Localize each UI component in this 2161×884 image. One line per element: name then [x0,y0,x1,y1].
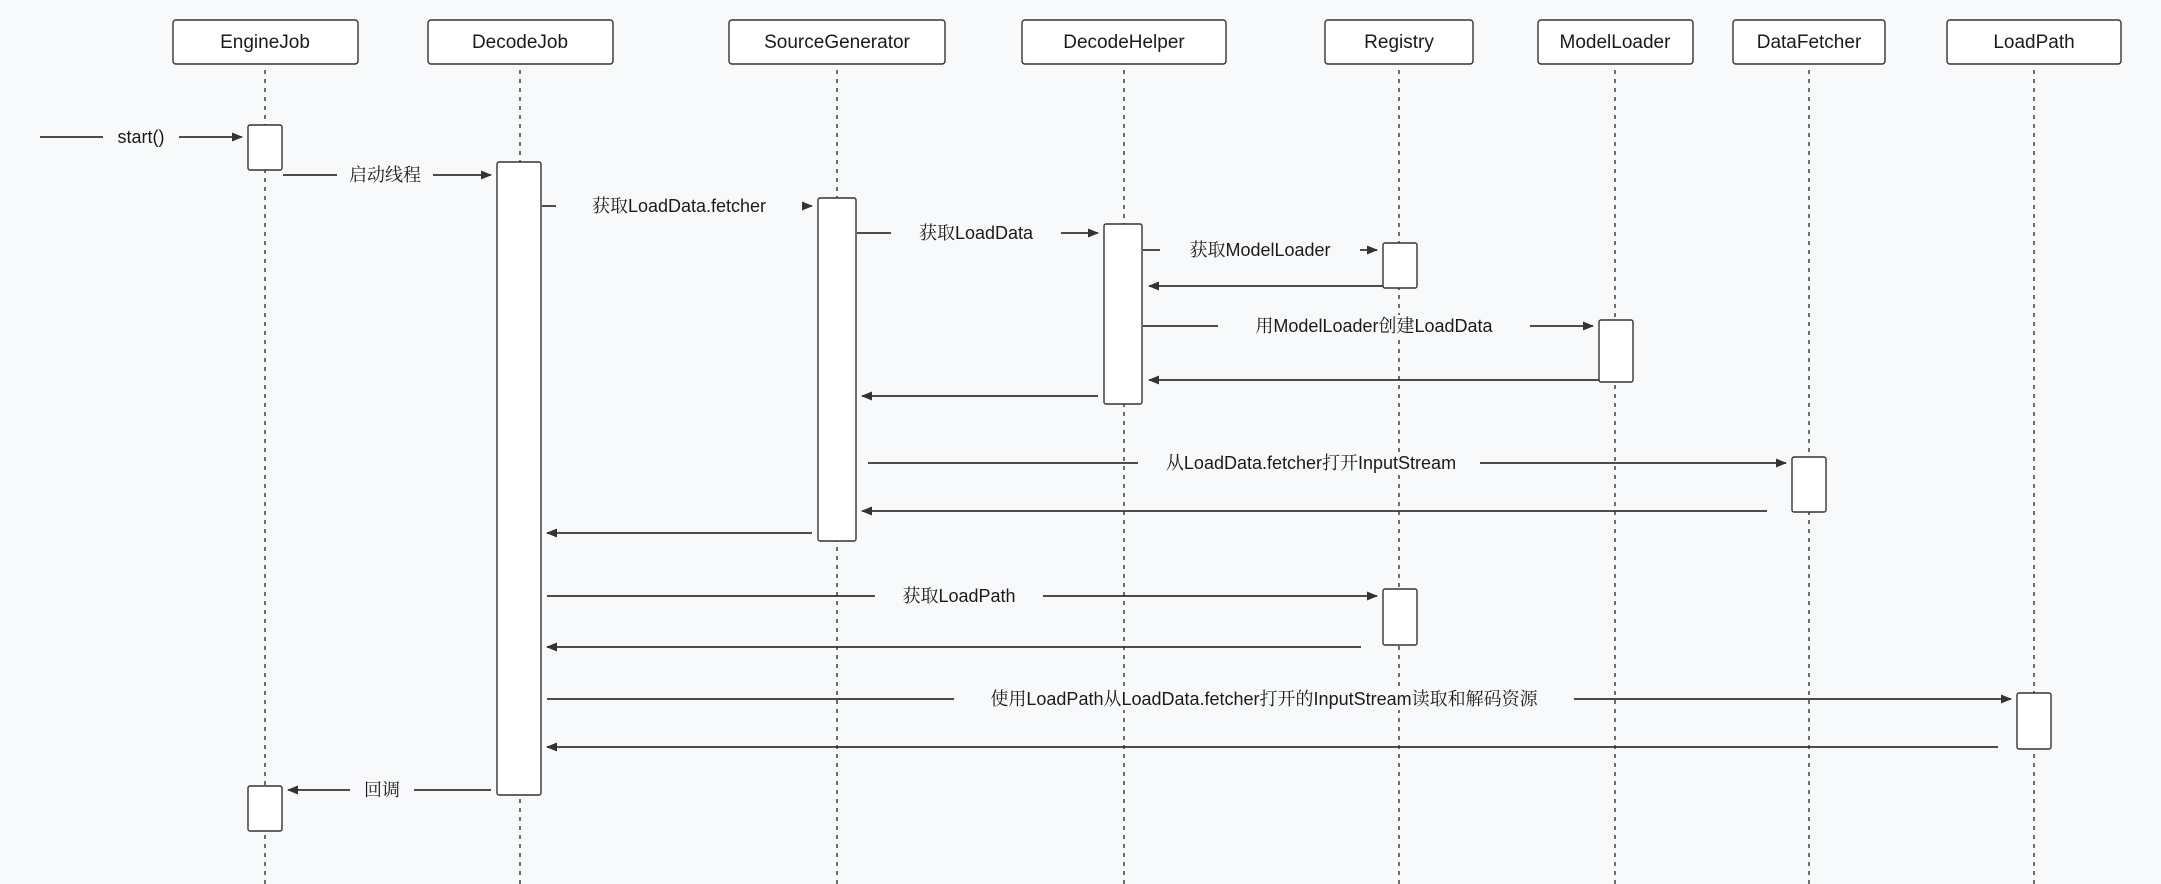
messages [40,126,2011,801]
activation-decodejob [497,162,541,795]
actor-label-sourcegenerator: SourceGenerator [764,32,910,54]
actor-decodejob[interactable] [428,20,613,64]
message-label-get-loadpath: 获取LoadPath [902,585,1016,606]
actor-sourcegenerator[interactable] [729,20,945,64]
activation-bars [248,125,2051,831]
message-open-inputstream[interactable] [868,452,1786,474]
actor-enginejob[interactable] [173,20,358,64]
actor-registry[interactable] [1325,20,1473,64]
actor-datafetcher[interactable] [1733,20,1885,64]
message-get-modelloader[interactable] [1143,239,1377,261]
activation-enginejob-callback [248,786,282,831]
message-label-start-thread: 启动线程 [349,164,421,185]
activation-enginejob-start [248,125,282,170]
message-label-get-modelloader: 获取ModelLoader [1189,239,1331,260]
message-decode-with-loadpath[interactable] [547,688,2011,710]
message-label-start: start() [117,126,165,147]
actor-headers [173,20,2121,64]
actor-loadpath[interactable] [1947,20,2121,64]
message-label-get-loaddata: 获取LoadData [918,222,1034,243]
message-label-open-inputstream: 从LoadData.fetcher打开InputStream [1165,452,1457,473]
actor-label-enginejob: EngineJob [220,32,310,54]
actor-label-decodejob: DecodeJob [471,32,569,54]
message-get-loadpath[interactable] [547,585,1377,607]
actor-label-decodehelper: DecodeHelper [1063,32,1185,54]
message-label-decode-with-loadpath: 使用LoadPath从LoadData.fetcher打开的InputStream读取和解码资源 [990,688,1538,709]
actor-label-registry: Registry [1364,32,1434,54]
activation-sourcegenerator [818,198,856,541]
activation-decodehelper [1104,224,1142,404]
message-callback[interactable] [288,779,491,801]
message-label-callback: 回调 [364,779,400,800]
activation-datafetcher [1792,457,1826,512]
message-start[interactable] [40,126,242,148]
activation-registry-loadpath [1383,589,1417,645]
activation-registry-modelloader [1383,243,1417,288]
message-label-create-loaddata: 用ModelLoader创建LoadData [1255,315,1493,336]
actor-label-modelloader: ModelLoader [1559,32,1671,54]
message-create-loaddata[interactable] [1143,315,1593,337]
message-label-get-loaddata-fetcher: 获取LoadData.fetcher [591,195,767,216]
actor-label-loadpath: LoadPath [1993,32,2075,54]
activation-modelloader [1599,320,1633,382]
message-get-loaddata[interactable] [857,222,1098,244]
message-get-loaddata-fetcher[interactable] [542,195,812,217]
activation-loadpath [2017,693,2051,749]
actor-decodehelper[interactable] [1022,20,1226,64]
message-start-thread[interactable] [283,164,491,186]
actor-modelloader[interactable] [1538,20,1693,64]
actor-label-datafetcher: DataFetcher [1756,32,1862,54]
